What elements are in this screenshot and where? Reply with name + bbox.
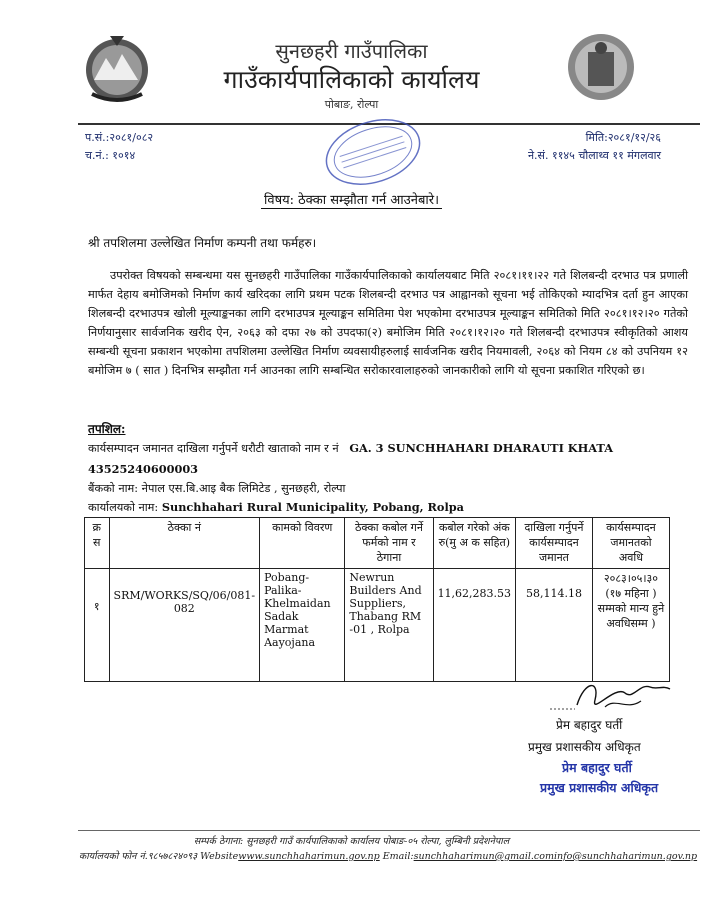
office-label: कार्यालयको नाम: bbox=[88, 501, 159, 514]
footer-divider bbox=[78, 830, 700, 831]
cell-firm: Newrun Builders And Suppliers, Thabang RM -01 , Rolpa bbox=[345, 569, 433, 682]
bank-name: नेपाल एस.बि.आइ बैक लिमिटेड , सुनछहरी, रोल्पा bbox=[141, 482, 346, 495]
table-header: ठेक्का कबोल गर्ने फर्मको नाम र ठेगाना bbox=[345, 518, 433, 569]
title-stamp: प्रमुख प्रशासकीय अधिकृत bbox=[540, 780, 659, 795]
account-number: 43525240600003 bbox=[88, 462, 199, 476]
table-header: कबोल गरेको अंक रु(मु अ क सहित) bbox=[433, 518, 515, 569]
bank-line bbox=[88, 481, 345, 496]
account-name: GA. 3 SUNCHHAHARI DHARAUTI KHATA bbox=[349, 441, 613, 455]
details-title: तपशिल: bbox=[88, 422, 126, 436]
account-label: कार्यसम्पादन जमानत दाखिला गर्नुपर्ने धरौटी खाताको नाम र नं bbox=[88, 442, 339, 455]
office-line bbox=[88, 500, 464, 515]
footer-email-label: Email: bbox=[379, 851, 414, 862]
table-header-row bbox=[85, 518, 670, 569]
cell-sn: १ bbox=[85, 569, 110, 682]
letter-subject bbox=[0, 190, 703, 208]
contract-table bbox=[84, 517, 670, 682]
addressee: श्री तपशिलमा उल्लेखित निर्माण कम्पनी तथा फर्महरु। bbox=[88, 236, 317, 250]
org-name-line1: सुनछहरी गाउँपालिका bbox=[275, 39, 428, 63]
cell-description: Pobang-Palika-Khelmaidan Sadak Marmat Aayojana bbox=[260, 569, 345, 682]
letter-date: मिति:२०८१/१२/२६ bbox=[585, 131, 661, 144]
signature-icon bbox=[545, 675, 675, 720]
reference-number: प.सं.:२०८१/०८२ bbox=[85, 131, 154, 144]
bank-label: बैंकको नाम: bbox=[88, 482, 139, 495]
signatory-name: प्रेम बहादुर घर्ती bbox=[556, 718, 623, 732]
body-paragraph: उपरोक्त विषयको सम्बन्धमा यस सुनछहरी गाउँपालिका गाउँकार्यपालिकाको कार्यालयबाट मिति २०८१।११।२२ गते शिलबन्दी दरभाउ पत्र प्रणाली मार्फत देहाय बमोजिमको निर्माण कार्य खरिदका लागि प्रथम पटक शिलबन्दी दरभाउ पत्र आह्वानको सूचना भई तोकिएको म्यादभित्र दर्ता हुन आएका शिलबन्दी दरभाउपत्र खोली मूल्याङ्कनका लागि दरभाउपत्र मूल्याङ्कन समितिमा पेश भएकोमा दरभाउपत्र मूल्याङ्कन समितिको मिति २०८१।१२।२० गतेको निर्णयानुसार सार्वजनिक खरीद ऐन, २०६३ को दफा २७ को उपदफा(२) बमोजिम मिति २०८१।१२।२० गते शिलबन्दी दरभाउपत्र स्वीकृतिको आशय सम्बन्धी सूचना प्रकाशन भएकोमा तपशिलमा उल्लेखित निर्माण व्यवसायीहरुलाई सार्वजनिक खरीद नियमावली, २०६४ को नियम ८४ को उपनियम १२ बमोजिम ७ ( सात ) दिनभित्र सम्झौता गर्न आउनका लागि सम्बन्धित सरोकारवालाहरुको जानकारीको लागि यो सूचना प्रकाशित गरिएको छ। bbox=[88, 269, 688, 377]
footer-phone: कार्यालयको फोन नं.९८५७८२४०९३ Website bbox=[78, 851, 239, 862]
cell-validity: २०८३।०५।३० (१७ महिना ) सम्मको मान्य हुने अवधिसम्म ) bbox=[592, 569, 669, 682]
cell-bid-amount: 11,62,283.53 bbox=[433, 569, 515, 682]
letter-body bbox=[88, 266, 688, 380]
table-header: क्र स bbox=[85, 518, 110, 569]
office-place: पोबाङ, रोल्पा bbox=[324, 98, 379, 111]
table-header: कार्यसम्पादन जमानतको अवधि bbox=[592, 518, 669, 569]
footer-contact bbox=[78, 849, 698, 862]
table-header: कामको विवरण bbox=[260, 518, 345, 569]
footer-address: सम्पर्क ठेगाना: सुनछहरी गाउँ कार्यपालिकाको कार्यालय पोबाङ-०५ रोल्पा, लुम्बिनी प्रदेशनेपाल bbox=[193, 836, 510, 847]
signatory-title: प्रमुख प्रशासकीय अधिकृत bbox=[528, 740, 641, 754]
account-line bbox=[88, 441, 688, 456]
cell-guarantee: 58,114.18 bbox=[516, 569, 593, 682]
cell-contract-no: SRM/WORKS/SQ/06/081-082 bbox=[109, 569, 260, 682]
table-header: दाखिला गर्नुपर्ने कार्यसम्पादन जमानत bbox=[516, 518, 593, 569]
table-row bbox=[85, 569, 670, 682]
email-link-2[interactable]: info@sunchhaharimun.gov.np bbox=[553, 851, 698, 862]
website-link[interactable]: www.sunchhaharimun.gov.np bbox=[238, 851, 380, 862]
office-name: Sunchhahari Rural Municipality, Pobang, Rolpa bbox=[161, 500, 464, 514]
name-stamp: प्रेम बहादुर घर्ती bbox=[562, 760, 632, 775]
subject-text: विषय: ठेक्का सम्झौता गर्न आउनेबारे। bbox=[261, 193, 442, 209]
org-name-line2: गाउँकार्यपालिकाको कार्यालय bbox=[223, 65, 480, 94]
dispatch-number: च.नं.: १०१४ bbox=[85, 149, 136, 162]
nepal-samvat-date: ने.सं. ११४५ चौलाथ्व ११ मंगलवार bbox=[527, 149, 661, 162]
email-link[interactable]: sunchhaharimun@gmail.com bbox=[413, 851, 554, 862]
table-header: ठेक्का नं bbox=[109, 518, 260, 569]
office-stamp-icon bbox=[318, 112, 428, 192]
